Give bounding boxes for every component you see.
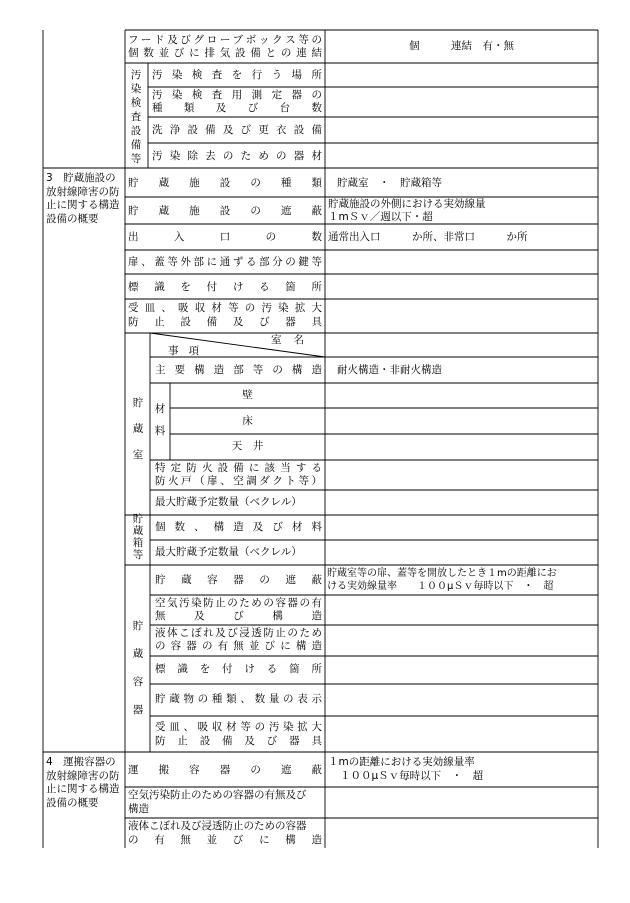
container-sign-location: 標識を付ける箇所: [155, 663, 322, 675]
material-floor: 床: [242, 415, 253, 427]
container-content-display: 貯蔵物の種類、数量の表示: [155, 693, 322, 705]
section4-title: 4 運搬容器の放射線障害の防止に関する構造設備の概要: [46, 756, 120, 809]
contamination-item-3: 洗浄設備及び更衣設備: [152, 124, 322, 136]
storage-shield-label: 貯蔵施設の遮蔽: [128, 205, 322, 217]
container-tray-line2: 防止設備及び器具: [155, 735, 322, 747]
box-max-storage: 最大貯蔵予定数量（ベクレル）: [155, 546, 302, 558]
transport-shield-value-line2: １００μＳｖ毎時以下 ・ 超: [340, 770, 484, 782]
fire-door-line2: 防火戸（扉、空調ダクト等）: [155, 475, 322, 487]
container-air-line1: 空気汚染防止のための容器の有: [155, 597, 322, 609]
main-structure-value: 耐火構造・非耐火構造: [337, 364, 442, 376]
transport-air-line1: 空気汚染防止のための容器の有無及び: [128, 789, 307, 801]
material-label: 材料: [154, 403, 166, 437]
container-liquid-line2: の容器の有無並びに構造: [155, 640, 322, 652]
header-item: 事項: [168, 345, 209, 357]
transport-liquid-line1: 液体こぼれ及び浸透防止のための容器: [128, 820, 307, 832]
section3-title: 3 貯蔵施設の放射線障害の防止に関する構造設備の概要: [46, 172, 120, 225]
tray-label-line1: 受皿、吸収材等の汚染拡大: [128, 302, 322, 314]
entrance-count-label: 出入口の数: [128, 231, 322, 243]
storage-container-label: 貯蔵容器: [132, 620, 144, 716]
transport-air-line2: 構造: [128, 803, 149, 815]
container-shield-value-line1: 貯蔵室等の扉、蓋等を開放したとき１mの距離にお: [327, 568, 557, 579]
storage-box-label: 貯蔵箱等: [132, 513, 144, 561]
storage-shield-value-line1: 貯蔵施設の外側における実効線量: [328, 198, 486, 210]
box-count-structure: 個数、構造及び材料: [155, 521, 322, 533]
storage-shield-value-line2: １mＳｖ／週以下・超: [328, 211, 433, 223]
main-structure-label: 主要構造部等の構造: [155, 364, 322, 376]
hood-label-line2: 個数並びに排気設備との連結: [128, 47, 322, 59]
contamination-item-1: 汚染検査を行う場所: [152, 69, 322, 81]
entrance-count-value: 通常出入口 か所、非常口 か所: [328, 231, 528, 243]
contamination-group-label: 汚染検査設備等: [130, 69, 142, 165]
hood-value: 個 連結 有・無: [409, 40, 514, 52]
transport-shield-value-line1: １mの距離における実効線量率: [328, 756, 475, 768]
contamination-item-2-line2: 種類及び台数: [152, 102, 322, 114]
container-tray-line1: 受皿、吸収材等の汚染拡大: [155, 721, 322, 733]
material-wall: 壁: [242, 389, 253, 401]
container-shield-value-line2: ける実効線量率 １００μＳｖ毎時以下 ・ 超: [327, 581, 554, 592]
transport-liquid-line2: の有無並びに構造: [128, 834, 322, 846]
container-liquid-line1: 液体こぼれ及び浸透防止のため: [155, 627, 322, 639]
storage-room-label: 貯蔵室: [132, 397, 144, 461]
room-max-storage: 最大貯蔵予定数量（ベクレル）: [155, 496, 302, 508]
container-shield-label: 貯蔵容器の遮蔽: [155, 574, 322, 586]
storage-type-value: 貯蔵室 ・ 貯蔵箱等: [337, 177, 442, 189]
fire-door-line1: 特定防火設備に該当する: [155, 462, 322, 474]
contamination-item-4: 汚染除去のための器材: [152, 150, 322, 162]
lock-label: 扉、蓋等外部に通ずる部分の鍵等: [128, 256, 322, 268]
storage-type-label: 貯蔵施設の種類: [128, 177, 322, 189]
material-ceiling: 天 井: [231, 440, 264, 452]
sign-location-label: 標識を付ける箇所: [128, 281, 322, 293]
container-air-line2: 無及び構造: [155, 610, 322, 622]
contamination-item-2-line1: 汚染検査用測定器の: [152, 89, 322, 101]
header-room-name: 室名: [271, 334, 316, 346]
transport-shield-label: 運搬容器の遮蔽: [128, 764, 322, 776]
hood-label-line1: フード及びグローブボックス等の: [128, 34, 322, 46]
tray-label-line2: 防止設備及び器具: [128, 316, 322, 328]
